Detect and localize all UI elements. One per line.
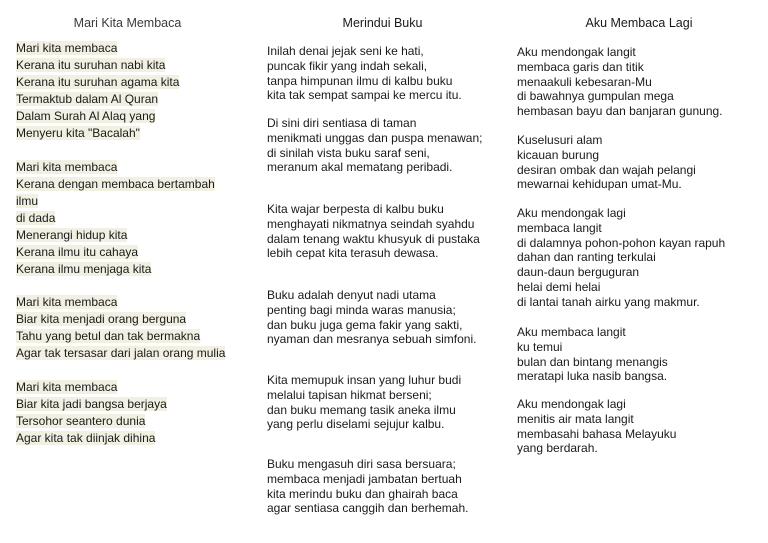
poem-line (16, 210, 215, 227)
poem-line-text: Mari kita membaca (16, 380, 118, 394)
poem-stanza (267, 373, 461, 432)
poem-stanza (517, 206, 725, 310)
poem-line: agar sentiasa canggih dan berhemah. (267, 501, 469, 516)
poem-stanza (267, 202, 480, 261)
poem-line: kita tak sempat sampai ke mercu itu. (267, 88, 462, 103)
poem-line-text: Kerana dengan membaca bertambah (16, 177, 215, 191)
poem-line (16, 57, 179, 74)
poem-title: Mari Kita Membaca (73, 16, 182, 30)
poem-line: hembasan bayu dan banjaran gunung. (517, 104, 723, 119)
poem-line: di lantai tanah airku yang makmur. (517, 294, 700, 309)
poem-line: dahan dan ranting terkulai (517, 250, 656, 265)
poem-line-text: Tersohor seantero dunia (16, 414, 146, 428)
poem-line: nyaman dan mesranya sebuah simfoni. (267, 332, 477, 347)
poem-line: penting bagi minda waras manusia; (267, 302, 456, 317)
poem-line: Inilah denai jejak seni ke hati, (267, 44, 424, 58)
poem-line: membasahi bahasa Melayuku (517, 426, 677, 441)
poem-line (16, 430, 167, 447)
poem-line: di sinilah vista buku saraf seni, (267, 145, 430, 160)
poem-line (16, 193, 215, 210)
poem-line: kita merindu buku dan ghairah baca (267, 486, 458, 501)
poem-line: yang berdarah. (517, 441, 598, 456)
poem-stanza (517, 325, 668, 384)
poem-line: melalui tapisan hikmat berseni; (267, 387, 432, 402)
poem-line-text: Dalam Surah Al Alaq yang (16, 109, 156, 123)
poem-line: mewarnai kehidupan umat-Mu. (517, 177, 682, 192)
poem-line-text: Biar kita jadi bangsa berjaya (16, 397, 167, 411)
poem-line (16, 345, 225, 362)
poem-line: di bawahnya gumpulan mega (517, 89, 674, 104)
poem-stanza (16, 379, 167, 447)
poem-line: yang perlu diselami sejujur kalbu. (267, 417, 445, 432)
poem-stanza (267, 288, 476, 347)
poem-stanza (16, 159, 215, 278)
poem-line: membaca langit (517, 220, 602, 235)
poem-line (16, 244, 215, 261)
poem-stanza (16, 294, 225, 362)
poem-line: Aku mendongak langit (517, 45, 636, 59)
poem-line: Buku adalah denyut nadi utama (267, 288, 436, 302)
poem-line-text: Mari kita membaca (16, 160, 118, 174)
poem-line: membaca menjadi jambatan bertuah (267, 471, 462, 486)
poem-line: kicauan burung (517, 147, 600, 162)
poem-line: di dalamnya pohon-pohon kayan rapuh (517, 235, 726, 250)
poem-stanza (517, 133, 696, 192)
poem-line: Buku mengasuh diri sasa bersuara; (267, 457, 456, 471)
poem-line: ku temui (517, 339, 563, 354)
poem-line-text: Kerana ilmu itu cahaya (16, 245, 139, 259)
poem-line-text: Agar tak tersasar dari jalan orang mulia (16, 346, 226, 360)
poem-line-text: Menyeru kita "Bacalah" (16, 126, 140, 140)
poem-line: meranum akal mematang peribadi. (267, 160, 453, 175)
poem-line-text: Kerana ilmu menjaga kita (16, 262, 152, 276)
poem-line (16, 40, 179, 57)
poem-line: menghayati nikmatnya seindah syahdu (267, 216, 475, 231)
poem-line-text: Agar kita tak diinjak dihina (16, 431, 156, 445)
poem-line-text: Termaktub dalam Al Quran (16, 92, 159, 106)
poem-stanza (16, 40, 179, 142)
poem-stanza (267, 116, 482, 175)
poem-line: Aku mendongak lagi (517, 397, 626, 411)
poem-line: menikmati unggas dan puspa menawan; (267, 130, 483, 145)
poem-line: menaakuli kebesaran-Mu (517, 74, 652, 89)
poem-line (16, 91, 179, 108)
poem-line: dan buku juga gema fakir yang sakti, (267, 317, 463, 332)
poem-line (16, 413, 167, 430)
poem-line: bulan dan bintang menangis (517, 354, 668, 369)
poem-line (16, 379, 167, 396)
poem-line (16, 159, 215, 176)
poem-line (16, 294, 225, 311)
poem-line-text: Menerangi hidup kita (16, 228, 128, 242)
poem-line: tanpa himpunan ilmu di kalbu buku (267, 73, 453, 88)
poem-line: daun-daun berguguran (517, 265, 640, 280)
poem-line: puncak fikir yang indah sekali, (267, 58, 428, 73)
poem-line-text: Mari kita membaca (16, 41, 118, 55)
poem-line: Aku mendongak lagi (517, 206, 626, 220)
poem-line: Kuselusuri alam (517, 133, 603, 147)
poem-line (16, 328, 225, 345)
poem-line (16, 74, 179, 91)
poem-line-text: Kerana itu suruhan nabi kita (16, 58, 166, 72)
poem-line (16, 396, 167, 413)
poem-line-text: Kerana itu suruhan agama kita (16, 75, 180, 89)
poem-stanza (267, 44, 462, 103)
poem-line (16, 108, 179, 125)
poem-stanza (517, 397, 676, 456)
poem-line: lebih cepat kita terasuh dewasa. (267, 246, 439, 261)
poem-line (16, 311, 225, 328)
poem-line (16, 261, 215, 278)
poem-line: Kita memupuk insan yang luhur budi (267, 373, 462, 387)
poem-line-text: di dada (16, 211, 56, 225)
poem-line: membaca garis dan titik (517, 59, 644, 74)
poem-line: dalam tenang waktu khusyuk di pustaka (267, 231, 480, 246)
poem-line-text: ilmu (16, 194, 39, 208)
poem-line (16, 125, 179, 142)
poem-line (16, 227, 215, 244)
poem-line: desiran ombak dan wajah pelangi (517, 162, 696, 177)
poem-line: Aku membaca langit (517, 325, 626, 339)
poem-line: Kita wajar berpesta di kalbu buku (267, 202, 444, 216)
poem-line-text: Biar kita menjadi orang berguna (16, 312, 187, 326)
poem-title: Aku Membaca Lagi (585, 16, 693, 30)
poem-line-text: Mari kita membaca (16, 295, 118, 309)
poem-line: helai demi helai (517, 279, 601, 294)
poem-stanza (517, 45, 723, 119)
poem-line: menitis air mata langit (517, 411, 634, 426)
poem-line: dan buku memang tasik aneka ilmu (267, 402, 456, 417)
poem-line: meratapi luka nasib bangsa. (517, 369, 668, 384)
poem-line-text: Tahu yang betul dan tak bermakna (16, 329, 201, 343)
poem-line (16, 176, 215, 193)
poem-stanza (267, 457, 468, 516)
poem-title: Merindui Buku (342, 16, 423, 30)
poem-line: Di sini diri sentiasa di taman (267, 116, 417, 130)
